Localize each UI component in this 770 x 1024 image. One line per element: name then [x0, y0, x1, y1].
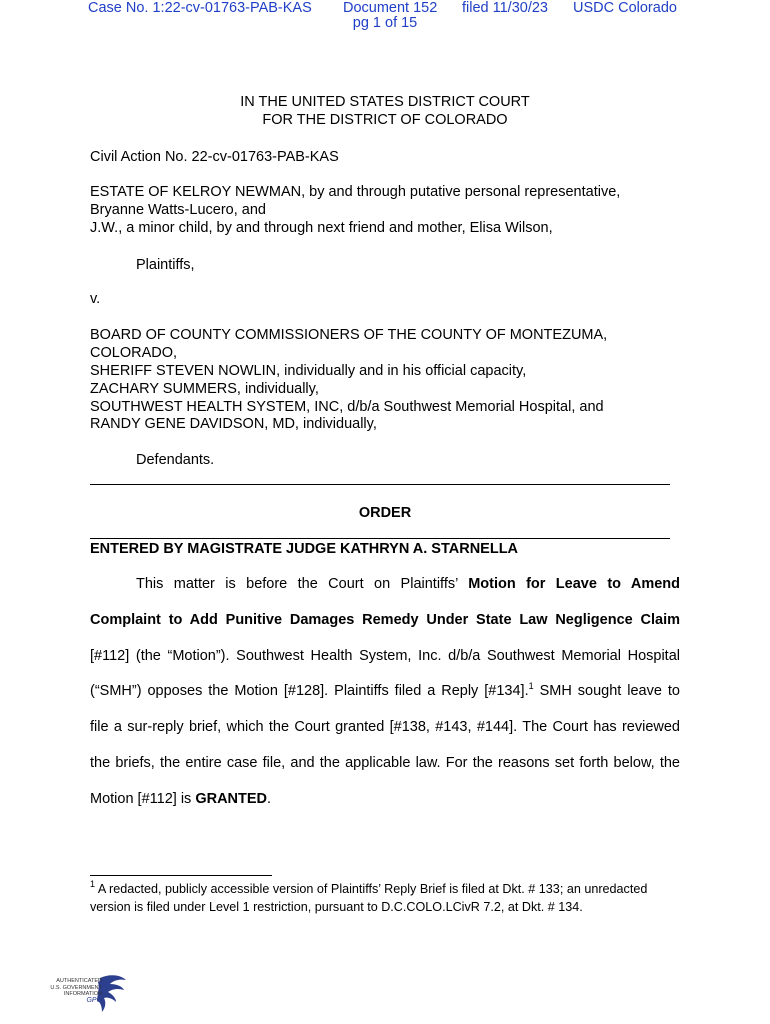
motion-title-part1: Motion for Leave to Amend	[468, 576, 680, 592]
case-number-stamp: Case No. 1:22-cv-01763-PAB-KAS	[88, 0, 312, 16]
body-line-5: file a sur-reply brief, which the Court granted [#138, #143, #144]. The Court has reviewed	[90, 719, 680, 735]
civil-action-number: Civil Action No. 22-cv-01763-PAB-KAS	[90, 149, 339, 165]
body-line-1	[136, 576, 680, 592]
defendants-label: Defendants.	[136, 452, 215, 468]
court-name-line2: FOR THE DISTRICT OF COLORADO	[262, 112, 508, 128]
gpo-seal-line: U.S. GOVERNMENT	[50, 984, 102, 991]
page-count-stamp: pg 1 of 15	[352, 15, 418, 31]
divider-bottom	[90, 538, 670, 539]
body-text: .	[267, 791, 272, 807]
body-line-7	[90, 791, 680, 807]
footnote-separator	[90, 875, 272, 876]
defendant-line: ZACHARY SUMMERS, individually,	[90, 381, 319, 397]
plaintiff-line: Bryanne Watts-Lucero, and	[90, 202, 266, 218]
defendant-line: COLORADO,	[90, 345, 178, 361]
order-title: ORDER	[358, 505, 412, 521]
defendant-line: SOUTHWEST HEALTH SYSTEM, INC, d/b/a Southwest Memorial Hospital, and	[90, 399, 604, 415]
document-number-stamp: Document 152	[343, 0, 438, 16]
footnote-text: A redacted, publicly accessible version of Plaintiffs’ Reply Brief is filed at Dkt. # 133; an unredacted version is filed under Level 1 restriction, pursuant to D.C.COLO.LCivR 7.2, at Dkt. # 134.	[90, 882, 648, 914]
plaintiff-line: J.W., a minor child, by and through next friend and mother, Elisa Wilson,	[90, 220, 553, 236]
body-line-3: [#112] (the “Motion”). Southwest Health System, Inc. d/b/a Southwest Memorial Hospital	[90, 648, 680, 664]
body-line-6: the briefs, the entire case file, and the applicable law. For the reasons set forth below, the	[90, 755, 680, 771]
gpo-seal-text	[42, 978, 102, 1004]
defendant-line: BOARD OF COUNTY COMMISSIONERS OF THE COUNTY OF MONTEZUMA,	[90, 327, 608, 343]
entered-by: ENTERED BY MAGISTRATE JUDGE KATHRYN A. STARNELLA	[90, 541, 519, 557]
versus: v.	[90, 291, 101, 307]
divider-top	[90, 484, 670, 485]
footnote	[90, 881, 675, 916]
motion-title-part2: Complaint to Add Punitive Damages Remedy Under State Law Negligence Claim	[90, 612, 680, 628]
footnote-reference: 1	[528, 681, 534, 691]
ruling: GRANTED	[195, 791, 268, 807]
body-text: SMH sought leave to	[533, 683, 680, 699]
body-text: This matter is before the Court on Plaintiffs’	[136, 576, 458, 592]
court-stamp: USDC Colorado	[573, 0, 677, 16]
plaintiffs-label: Plaintiffs,	[136, 257, 195, 273]
filed-date-stamp: filed 11/30/23	[462, 0, 548, 16]
defendant-line: SHERIFF STEVEN NOWLIN, individually and in his official capacity,	[90, 363, 527, 379]
court-name-line1: IN THE UNITED STATES DISTRICT COURT	[240, 94, 530, 110]
gpo-seal-line: INFORMATION	[63, 991, 102, 997]
body-text: Motion [#112] is	[90, 791, 196, 807]
body-line-4	[90, 683, 680, 699]
footnote-marker: 1	[90, 879, 96, 889]
gpo-authentication-seal	[42, 972, 132, 1016]
gpo-seal-line: AUTHENTICATED	[56, 978, 102, 984]
defendant-line: RANDY GENE DAVIDSON, MD, individually,	[90, 416, 377, 432]
body-text: (“SMH”) opposes the Motion [#128]. Plaintiffs filed a Reply [#134].	[90, 683, 529, 699]
gpo-seal-line: GPO	[86, 996, 102, 1004]
plaintiff-line: ESTATE OF KELROY NEWMAN, by and through putative personal representative,	[90, 184, 621, 200]
body-line-2	[90, 612, 680, 628]
